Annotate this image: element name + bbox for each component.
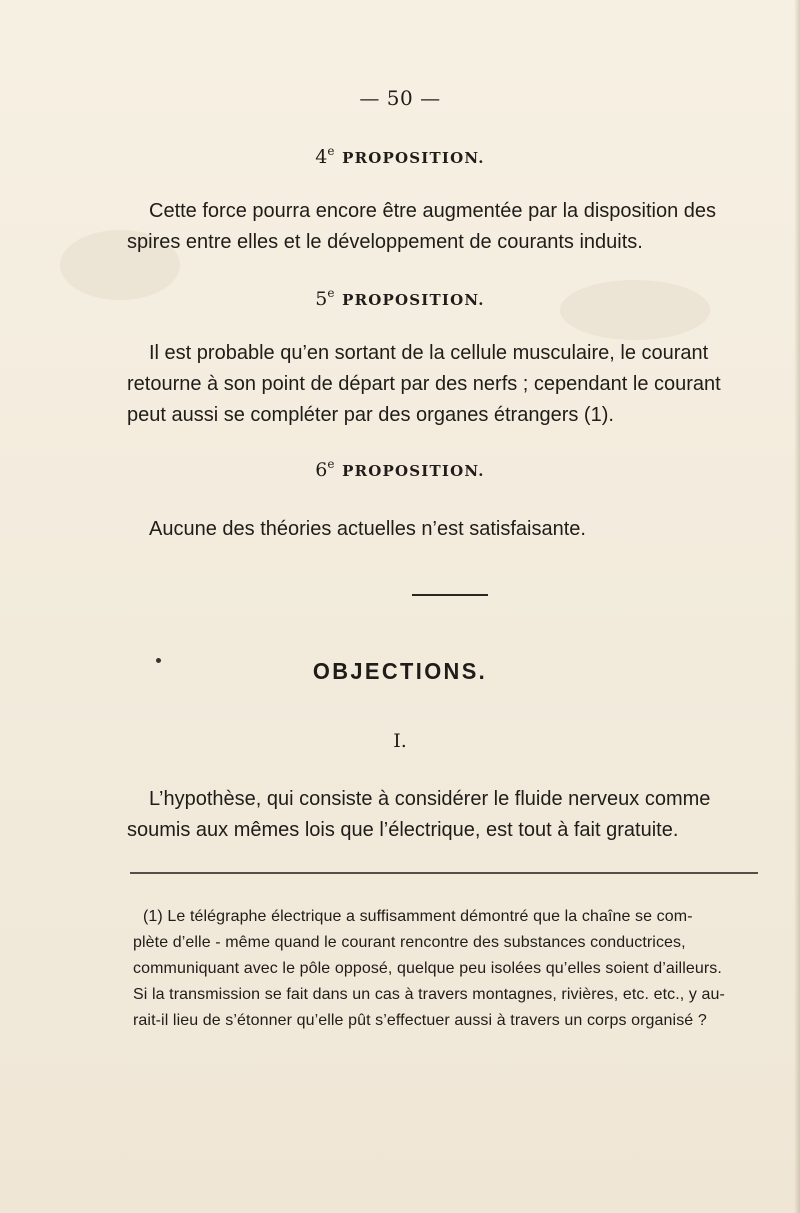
proposition-ordinal-suffix: e [327,286,336,300]
proposition-text-4 [127,196,763,258]
proposition-label: PROPOSITION. [342,462,485,480]
text-line: Aucune des théories actuelles n’est satisfaisante. [149,518,586,540]
footnote-line: plète d’elle - même quand le courant rencontre des substances conductrices, [133,934,686,951]
text-line: retourne à son point de départ par des nerfs ; cependant le courant [127,373,721,395]
footnote-line: rait-il lieu de s’étonner qu’elle pût s’effectuer aussi à travers un corps organisé ? [133,1012,707,1029]
text-line: peut aussi se compléter par des organes étrangers (1). [127,404,614,426]
footnote-line: communiquant avec le pôle opposé, quelque peu isolées qu’elles soient d’ailleurs. [133,960,722,977]
proposition-label: PROPOSITION. [342,291,485,309]
text-line: soumis aux mêmes lois que l’électrique, est tout à fait gratuite. [127,819,679,841]
proposition-ordinal-suffix: e [327,144,336,158]
proposition-ordinal-suffix: e [327,457,336,471]
proposition-text-6 [127,514,763,545]
footnote [133,904,763,1034]
footnote-rule [130,872,758,874]
text-line: Il est probable qu’en sortant de la cellule musculaire, le courant [149,342,709,364]
proposition-ordinal: 6 [315,459,328,481]
proposition-label: PROPOSITION. [342,149,485,167]
footnote-line: Si la transmission se fait dans un cas à travers montagnes, rivières, etc. etc., y au- [133,986,725,1003]
section-separator [412,594,488,596]
text-line: Cette force pourra encore être augmentée par la disposition des [149,200,717,222]
proposition-heading-4 [0,144,800,168]
proposition-heading-5 [0,286,800,310]
text-line: L’hypothèse, qui consiste à considérer le fluide nerveux comme [149,788,711,810]
objection-text [127,784,763,846]
page-edge-shadow [794,0,800,1213]
proposition-text-5 [127,338,763,431]
proposition-ordinal: 4 [315,146,328,168]
proposition-ordinal: 5 [315,288,328,310]
text-line: spires entre elles et le développement de courants induits. [127,231,643,253]
page-number: — 50 — [359,86,441,110]
section-number: I. [393,730,407,752]
objections-heading: OBJECTIONS. [312,658,488,684]
proposition-heading-6 [0,457,800,481]
footnote-line: (1) Le télégraphe électrique a suffisamment démontré que la chaîne se com- [143,908,693,925]
